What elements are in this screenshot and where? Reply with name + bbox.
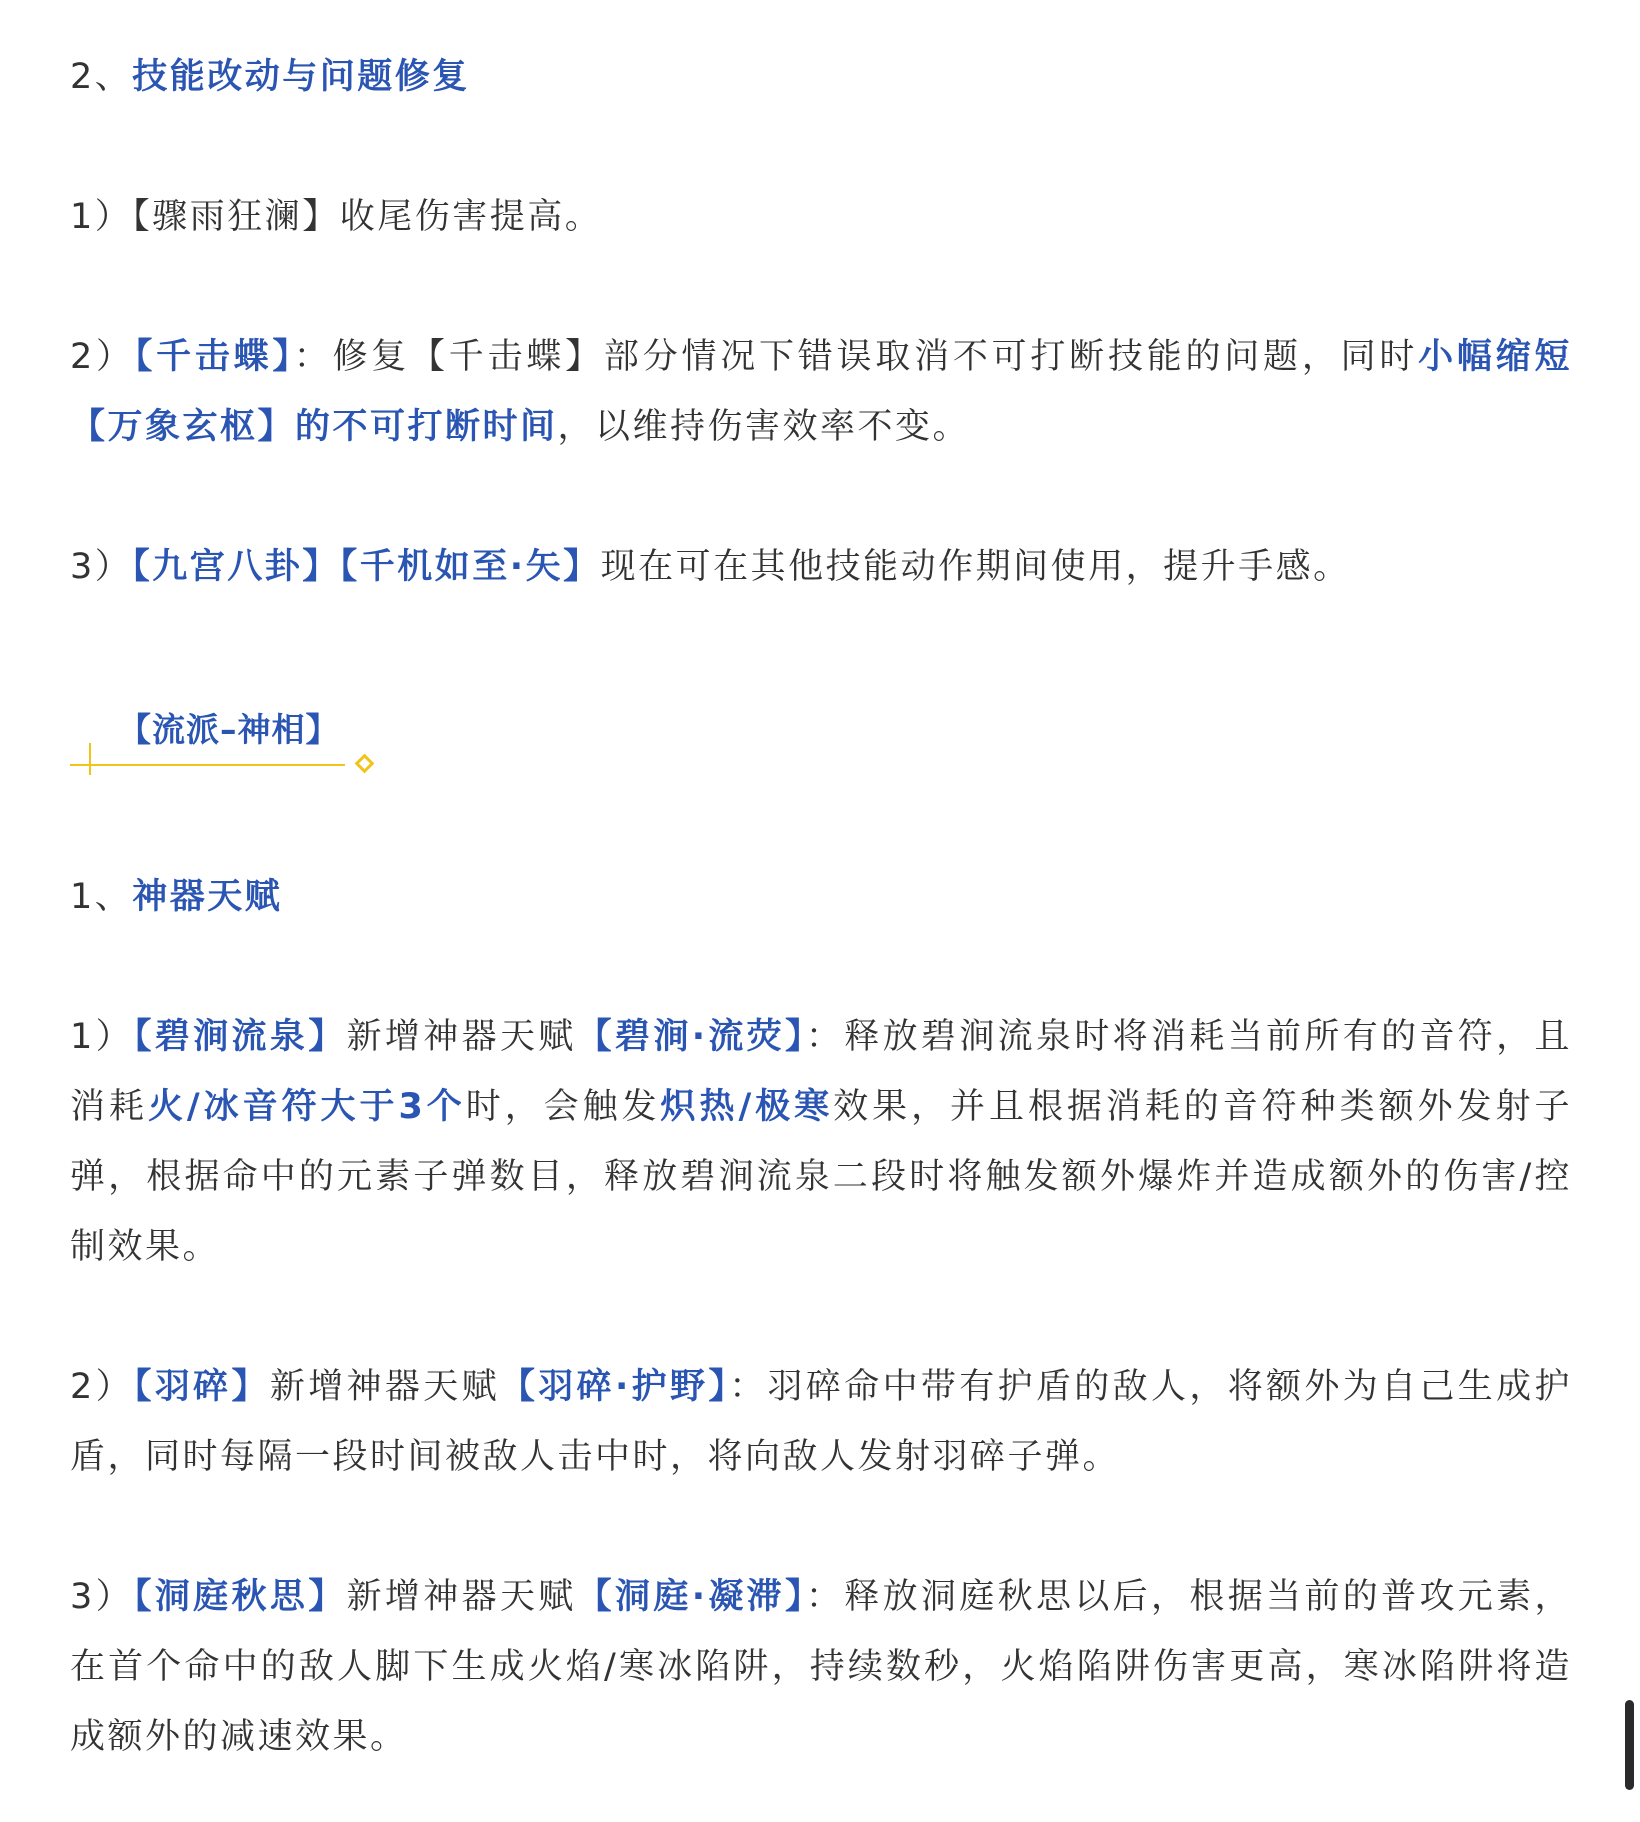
decorative-divider	[70, 735, 380, 795]
item-text: ：羽碎命中带有护盾的敌人，将额外为自己生成护盾，同时每隔一段时间被敌人击中时，将向敌人发射羽碎子弹。	[70, 1367, 1572, 1477]
skill-name-highlight: 【九宫八卦】【千机如至·矢】	[132, 547, 601, 587]
item-text: 【骤雨狂澜】收尾伤害提高。	[132, 197, 603, 237]
section-title: 技能改动与问题修复	[132, 57, 470, 97]
section-heading-skill-changes	[70, 42, 1572, 112]
paragraph-item	[70, 1002, 1572, 1282]
item-text: 效果，并且根据消耗的音符种类额外发射子弹，根据命中的元素子弹数目，释放碧涧流泉二段时将触发额外爆炸并造成额外的伤害/控制效果。	[70, 1087, 1572, 1267]
paragraph-item	[70, 1562, 1572, 1772]
item-number: 1）	[70, 197, 133, 237]
paragraph-item	[70, 1352, 1572, 1492]
paragraph-item	[70, 532, 1572, 602]
item-text: 新增神器天赋	[346, 1577, 577, 1617]
paragraph-item	[70, 322, 1572, 462]
school-title: 【流派–神相】	[118, 710, 340, 749]
item-text: 时，会触发	[465, 1087, 661, 1127]
section-number: 1、	[70, 877, 133, 917]
skill-name-highlight: 【碧涧流泉】	[133, 1017, 347, 1057]
talent-name-highlight: 【碧涧·流荧】	[576, 1017, 806, 1057]
item-number: 3）	[70, 547, 133, 587]
item-text: 现在可在其他技能动作期间使用，提升手感。	[600, 547, 1351, 587]
skill-name-highlight: 【羽碎】	[133, 1367, 270, 1407]
item-number: 3）	[70, 1577, 134, 1617]
highlight-text: 炽热/极寒	[660, 1087, 834, 1127]
item-text: ：释放碧涧流泉时将消耗当前所有的音符，且消耗	[70, 1017, 1572, 1127]
diamond-icon	[357, 756, 373, 772]
skill-name-highlight: 【千击蝶】	[134, 337, 294, 377]
item-number: 2）	[70, 337, 135, 377]
highlight-text: 火/冰音符大于3个	[147, 1087, 466, 1127]
item-text: ：修复【千击蝶】部分情况下错误取消不可打断技能的问题，同时	[293, 337, 1419, 377]
talent-name-highlight: 【羽碎·护野】	[499, 1367, 730, 1407]
item-text: ：释放洞庭秋思以后，根据当前的普攻元素，在首个命中的敌人脚下生成火焰/寒冰陷阱，持续数秒，火焰陷阱伤害更高，寒冰陷阱将造成额外的减速效果。	[70, 1577, 1572, 1757]
section-title: 神器天赋	[132, 877, 283, 917]
item-text: 新增神器天赋	[346, 1017, 577, 1057]
skill-name-highlight: 【洞庭秋思】	[133, 1577, 347, 1617]
item-number: 2）	[70, 1367, 134, 1407]
talent-name-highlight: 【洞庭·凝滞】	[576, 1577, 806, 1617]
item-text: ，以维持伤害效率不变。	[557, 407, 971, 447]
section-heading-artifact-talent	[70, 862, 1572, 932]
scrollbar[interactable]	[1625, 1700, 1634, 1790]
section-number: 2、	[70, 57, 133, 97]
item-number: 1）	[70, 1017, 134, 1057]
item-text: 新增神器天赋	[269, 1367, 500, 1407]
highlight-text: 小幅缩短【万象玄枢】的不可打断时间	[70, 337, 1572, 447]
paragraph-item	[70, 182, 1572, 252]
